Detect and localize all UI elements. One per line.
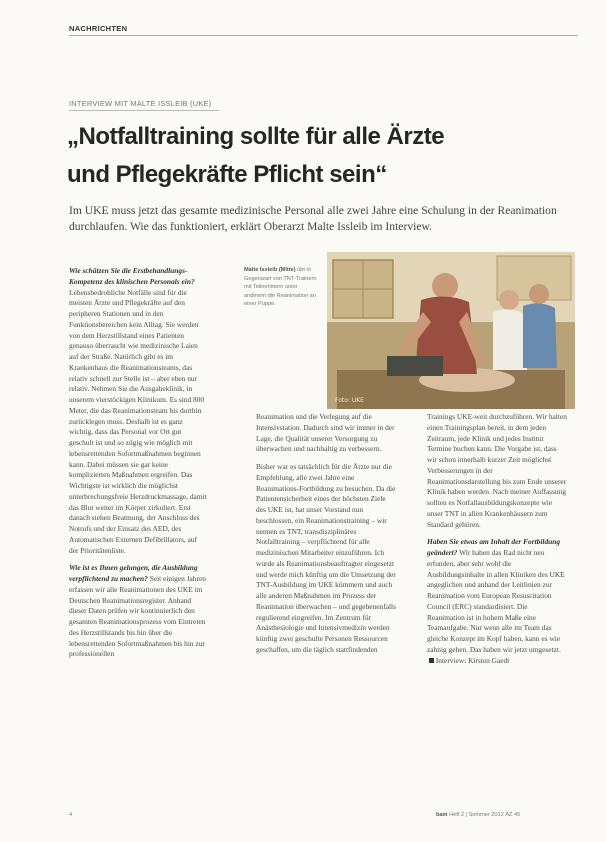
headline-line-1: „Notfalltraining sollte für alle Ärzte: [67, 123, 445, 150]
headline-line-2: und Pflegekräfte Pflicht sein“: [67, 161, 387, 188]
footer-info: [436, 812, 520, 818]
lead-paragraph: Im UKE muss jetzt das gesamte medizinische Personal alle zwei Jahre eine Schulung in der Reanimation durchlaufen. Wie das funktioniert, erklärt Oberarzt Malte Issleib im Interview.: [69, 204, 557, 233]
question-1: Wie schätzen Sie die Erstbehandlungs-Kompetenz des klinischen Personals ein?: [69, 266, 195, 286]
caption-name: Malte Issleib: [244, 267, 278, 273]
kicker: INTERVIEW MIT MALTE ISSLEIB (UKE): [69, 99, 212, 108]
photo-illustration: [327, 252, 575, 409]
section-label: NACHRICHTEN: [69, 24, 128, 33]
column-3-paragraph-1: Trainings UKE-weit durchzuführen. Wir halten einen Trainingsplan bereit, in dem jeden Zeitraum, jede Klinik und jedes Institut Termine buchen kann. Die Vorgabe ist, dass wir schon innerhalb kurzer Zeit möglichst Verbesserungen in der Reanimationsdarstellung bis zum Ende unserer Klinik haben werden. Nach meiner Auffassung sollten es Notfallausbildungskonzepte wie unser TNT in allen Krankenhäusern zum Standard gehören.: [427, 412, 567, 529]
footer-brand: bam: [436, 812, 448, 818]
caption-name-suffix: (Mitte): [277, 267, 296, 273]
answer-1: Lebensbedrohliche Notfälle sind für die meisten Ärzte und Pflegekräfte auf den peripheren Stationen und in den Funktionsbereichen kein Alltag. Sie werden von dem Herzstillstand eines Patienten genauso überrascht wie medizinische Laien auf der Straße. Natürlich gibt es im Krankenhaus die Reanimationsteams, das relativ schnell zur Stelle ist – aber eben nur relativ. Nehmen Sie die Ausgabeklinik, in unserem vierstöckigen Klinikum. Es sind 800 Meter, die das Reanimationsteam bis dorthin zurücklegen muss. Deshalb ist es ganz wichtig, dass das Personal vor Ort gut geschult ist und so zügig wie möglich mit lebensrettenden Sofortmaßnahmen beginnen kann. Dabei müssen sie gar keine komplizierten Maßnahmen ergreifen. Das Wichtigste ist wirklich die möglichst unterbrechungsfreie Herzdruckmassage, damit das Blut weiter im Körper zirkuliert. Erst danach stehen Beatmung, der Anschluss des Notrufs und der Einsatz des AED, des Automatischen Externen Defibrillators, auf der Prioritätenliste.: [69, 287, 207, 555]
kicker-divider: [69, 110, 219, 111]
headline: [67, 118, 567, 194]
answer-2: Seit einigen Jahren erfassen wir alle Reanimationen des UKE im Deutschen Reanimationsregister. Anhand dieser Daten prüfen wir kontinuierlich den gesamten Reanimationsprozess vom Eintreten des Herzstillstands bis hin über die lebensrettenden Sofortmaßnahmen bis hin zur professionellen: [69, 574, 206, 659]
question-3: Haben Sie etwas am Inhalt der Fortbildung geändert?: [427, 537, 561, 557]
footer-page-right: ÄZ 45: [505, 812, 521, 818]
column-2-paragraph-1: Reanimation und die Verlegung auf die Intensivstation. Dadurch sind wir immer in der Lage, die Qualität unserer Versorgung zu überwachen und nachhaltig zu verbessern.: [256, 412, 395, 454]
photo-caption: [244, 266, 320, 309]
column-3: [427, 412, 567, 673]
question-2: Wie ist es Ihnen gelungen, die Ausbildung verpflichtend zu machen?: [69, 563, 198, 583]
caption-text: übt in Gegenwart von TNT-Trainern mit Teilnehmern unter anderem die Reanimation an einer Puppe.: [244, 267, 317, 307]
column-2-paragraph-2: Bisher war es tatsächlich für die Ärzte nur die Empfehlung, alle zwei Jahre eine Reanimations-Fortbildung zu besuchen. Da die Patientensicherheit eines der höchsten Ziele des UKE ist, hat unser Vorstand nun beschlossen, ein Reanimationstraining – wir nennen es TNT, transdisziplinäres Notfalltraining – verpflichtend für alle medizinischen Mitarbeiter einzuführen. Ich wurde als Reanimationsbeauftragter eingesetzt und werde mich künftig um die Umsetzung der TNT-Ausbildung im UKE kümmern und auch alle anderen Maßnahmen im Prozess der Reanimation überwachen – und gegebenenfalls regulierend eingreifen. Im Zentrum für Anästhesiologie und Intensivmedizin werden künftig zwei geschulte Personen Ressourcen geschaffen, um die täglich stattfindenden: [256, 462, 396, 654]
page-number-left: 4: [69, 812, 73, 818]
column-2: [256, 412, 396, 663]
training-photo: [327, 252, 575, 409]
footer-issue: Heft 2 | Sommer 2012: [449, 812, 504, 818]
photo-credit: Foto: UKE: [335, 397, 364, 404]
column-1: [69, 266, 207, 667]
top-divider: [69, 35, 578, 36]
interview-signature: Interview: Kirsten Gaedt: [434, 655, 510, 665]
answer-3: Wir haben das Rad nicht neu erfunden, aber sehr wohl die Ausbildungsinhalte in allen Kliniken des UKE angeglichen und anhand der Leitlinien zur Reanimation vom European Resuscitation Council (ERC) standardisiert. Die Reanimation ist in hohem Maße eine Teamaufgabe. Nur wenn alle im Team das gleiche Konzept im Kopf haben, kann es wie zahnig gehen. Das haben wir jetzt umgesetzt.: [427, 548, 565, 654]
